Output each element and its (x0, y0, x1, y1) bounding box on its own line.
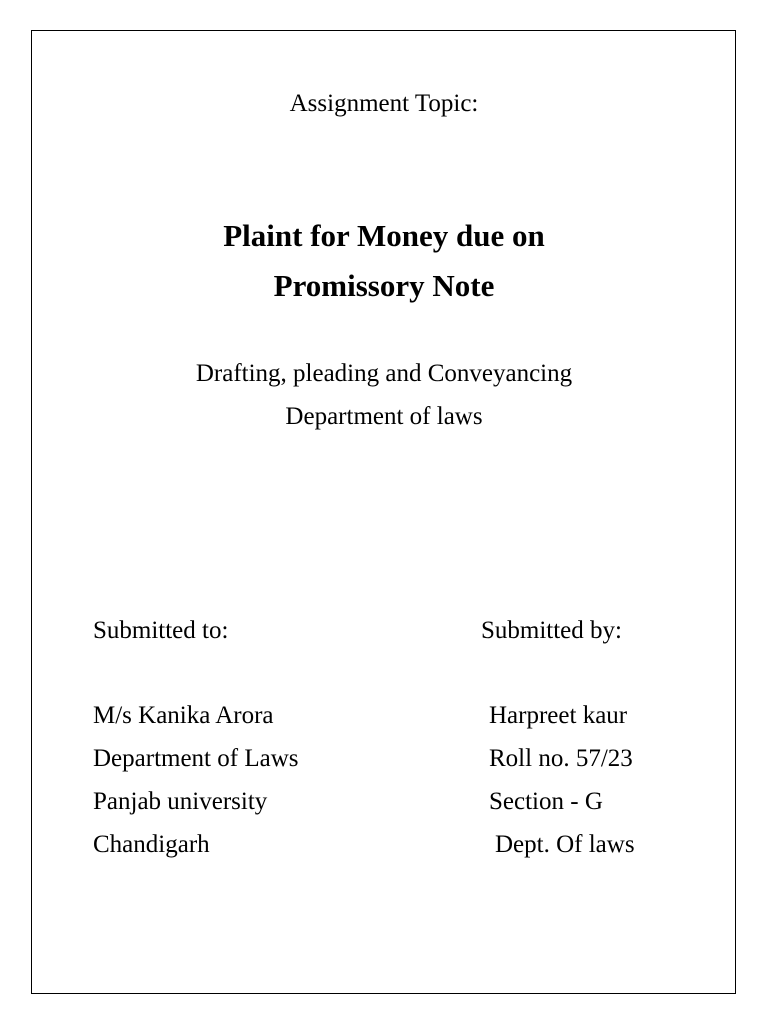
submitted-by-roll-number: Roll no. 57/23 (489, 745, 633, 772)
submitted-to-heading: Submitted to: (93, 617, 229, 644)
title-line-2: Promissory Note (273, 268, 495, 303)
submitted-by-section: Section - G (489, 788, 603, 815)
submitted-by-department: Dept. Of laws (495, 831, 635, 858)
department-line: Department of laws (285, 403, 483, 430)
submitted-by-name: Harpreet kaur (489, 702, 628, 729)
title-line-1: Plaint for Money due on (223, 218, 545, 253)
assignment-topic-label: Assignment Topic: (289, 90, 479, 117)
submitted-to-university: Panjab university (93, 788, 268, 815)
submitted-to-name: M/s Kanika Arora (93, 702, 274, 729)
subject-line: Drafting, pleading and Conveyancing (195, 360, 573, 387)
submitted-by-heading: Submitted by: (481, 617, 622, 644)
submitted-to-department: Department of Laws (93, 745, 299, 772)
submitted-to-city: Chandigarh (93, 831, 210, 858)
